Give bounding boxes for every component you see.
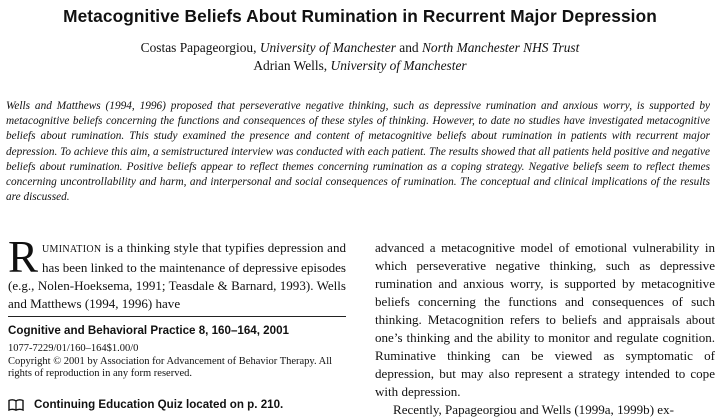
abstract: Wells and Matthews (1994, 1996) proposed that perseverative negative thinking, such as depressive rumination and anxious worry, is supported by metacognitive beliefs concerning the functions and consequences of these styles of thinking. However, to date no studies have investigated metacognitive beliefs about rumination. This study examined the presence and content of metacognitive beliefs about rumination in patients with recurrent major depression. To achieve this aim, a semistructured interview was conducted with each patient. The results showed that all patients held positive and negative beliefs about rumination. Positive beliefs appear to reflect themes concerning rumination as a coping strategy. Negative beliefs seem to reflect themes concerning uncontrollability and harm, and interpersonal and social consequences of rumination. The conceptual and clinical implications of the results are discussed. — [6, 100, 710, 204]
drop-cap: R — [8, 232, 39, 282]
author-affiliation: University of Manchester — [330, 58, 467, 73]
body-paragraph — [375, 401, 715, 419]
author-line-2 — [0, 58, 720, 74]
body-text: is a thinking style that typifies depression and has been linked to the maintenance of depressive episodes (e.g., Nolen-Hoeksema, 1991; Teasdale & Barnard, 1993). Wells and Matthews (1994, 1996) have — [8, 240, 346, 311]
body-column-right — [375, 239, 715, 419]
quiz-notice — [8, 398, 283, 411]
author-name: Costas Papageorgiou, — [140, 40, 257, 55]
quiz-text: Continuing Education Quiz located on p. 210. — [34, 398, 284, 411]
footnote-divider — [8, 316, 346, 317]
paragraph-text: Recently, Papageorgiou and Wells (1999a, 1999b) ex- — [393, 402, 674, 417]
author-name: Adrian Wells, — [253, 58, 328, 73]
body-column-left — [8, 232, 346, 313]
publication-info — [8, 343, 346, 381]
book-icon — [8, 399, 24, 411]
author-affiliation: North Manchester NHS Trust — [421, 40, 580, 55]
article-title: Metacognitive Beliefs About Rumination in Recurrent Major Depression — [63, 6, 657, 26]
author-line-1 — [0, 40, 720, 56]
issn-line: 1077-7229/01/160–164$1.00/0 — [8, 343, 139, 354]
journal-citation: Cognitive and Behavioral Practice 8, 160–164, 2001 — [8, 324, 289, 337]
small-caps-word: UMINATION — [42, 244, 102, 255]
copyright-notice: Copyright © 2001 by Association for Advancement of Behavior Therapy. All rights of reproduction in any form reserved. — [8, 355, 333, 379]
body-paragraph: advanced a metacognitive model of emotional vulnerability in which perseverative negative thinking, such as depressive rumination and anxious worry, is supported by metacognitive beliefs concerning the functions and consequences of such thinking. Metacognition refers to beliefs and appraisals about one’s thinking and the ability to monitor and regulate cognition. Ruminative thinking can be viewed as symptomatic of depression, but may also represent a strategy intended to cope with depression. — [375, 240, 715, 399]
conjunction: and — [399, 40, 419, 55]
author-affiliation: University of Manchester — [259, 40, 396, 55]
